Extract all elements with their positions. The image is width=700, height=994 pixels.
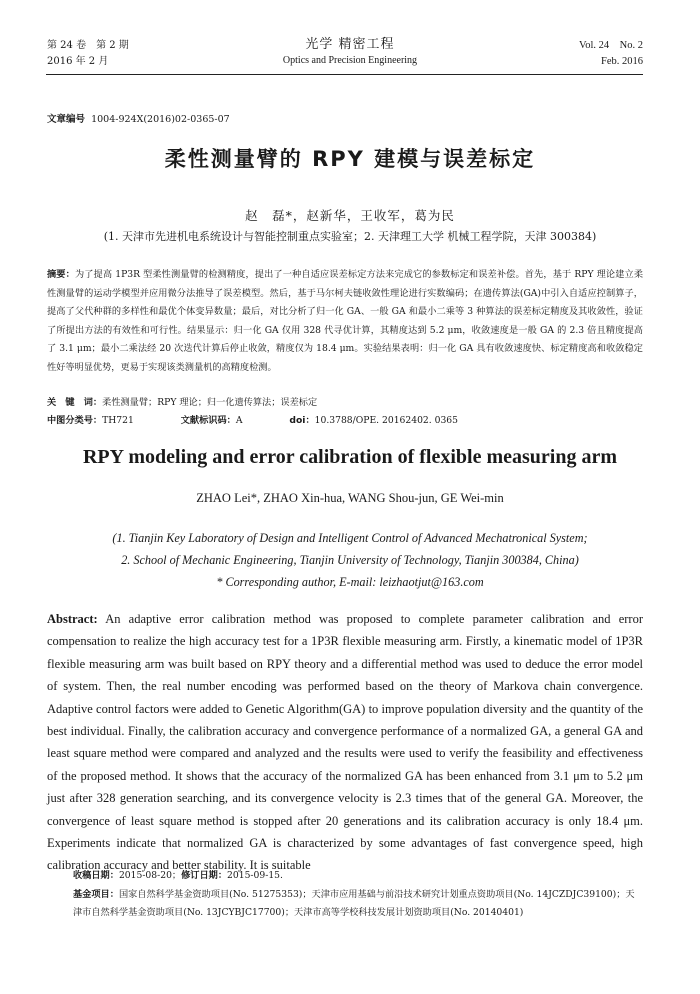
clc-label: 中图分类号：: [47, 415, 103, 426]
funding-label: 基金项目：: [73, 889, 119, 900]
authors-cn: 赵 磊*，赵新华，王收军，葛为民: [245, 208, 455, 223]
doi-value: 10.3788/OPE. 20162402. 0365: [314, 415, 458, 426]
abstract-en-text: An adaptive error calibration method was proposed to complete parameter calibration and error compensation to realize the high accuracy test for a 1P3R flexible measuring arm. Firstly, a kinematic model of 1P3R flexible measuring arm was built based on RPY theory and a differential method was used to deduce the error model of system. Then, the real number encoding was performed based on the theory of Markova chain convergence. Adaptive control factors were added to Genetic Algorithm(GA) to improve population diversity and the quantity of the best individual. Finally, the calibration accuracy and convergence performance of a normalized GA, a general GA and least square method were compared and analyzed and the results were used to verify the feasibility and effectiveness of the proposed method. It shows that the accuracy of the normalized GA has been enhanced from 3.1 μm to 5.2 μm just after 328 generation searching, and its convergence velocity is 2.3 times that of the general GA. Moreover, the convergence of least square method is stopped after 20 generations and its calibration accuracy is only 18.4 μm. Experiments indicate that normalized GA is characterized by some advantages of fast convergence speed, high calibration accuracy and better stability. It is suitable: [47, 612, 643, 873]
article-number: [47, 111, 230, 125]
keywords-cn-text: 柔性测量臂；RPY 理论；归一化遗传算法；误差标定: [102, 397, 318, 408]
article-number-value: 1004-924X(2016)02-0365-07: [91, 114, 230, 125]
authors-en: ZHAO Lei*, ZHAO Xin-hua, WANG Shou-jun, GE Wei-min: [196, 491, 504, 505]
header-rule: [46, 74, 643, 75]
abstract-cn-text: 为了提高 1P3R 型柔性测量臂的检测精度，提出了一种自适应误差标定方法来完成它的参数标定和误差补偿。首先，基于 RPY 理论建立柔性测量臂的运动学模型并应用微分法推导了误差模型。然后，基于马尔柯夫链收敛性理论进行实数编码；在遗传算法(GA)中引入自适应控制算子，提高了父代种群的多样性和最优个体变异数量；最后，对比分析了归一化 GA、一般 GA 和最小二乘等 3 种算法的误差标定精度及其收敛性，验证了所提出方法的有效性和可行性。结果显示：归一化 GA 仅用 328 代寻优计算，其精度达到 5.2 μm，收敛速度是一般 GA 的 2.3 倍且精度提高了 3.1 μm；最小二乘法经 20 次迭代计算后停止收敛，精度仅为 18.4 μm。实验结果表明：归一化 GA 具有收敛速度快、标定精度高和收敛稳定性好等明显优势，更易于实现该类测量机的高精度检测。: [47, 269, 644, 373]
doc-code-label: 文献标识码：: [180, 415, 236, 426]
header-volume: 第 24 卷 第 2 期: [47, 40, 129, 51]
revised-label: 修订日期：: [181, 870, 228, 881]
article-number-label: 文章编号: [47, 114, 86, 125]
affiliation-en-line1: (1. Tianjin Key Laboratory of Design and Intelligent Control of Advanced Mechatronical System;: [112, 531, 588, 545]
header-vol-no: Vol. 24 No. 2: [579, 40, 643, 51]
title-cn: 柔性测量臂的 RPY 建模与误差标定: [164, 147, 536, 171]
journal-name-en: Optics and Precision Engineering: [282, 55, 418, 66]
header-date-en: Feb. 2016: [601, 56, 643, 67]
header-date-cn: 2016 年 2 月: [47, 56, 109, 67]
funding: [73, 886, 643, 922]
abstract-cn-label: 摘要：: [47, 269, 75, 280]
received-value: 2015-08-20；: [118, 870, 182, 881]
classification-line: [47, 412, 502, 426]
affiliation-cn: (1. 天津市先进机电系统设计与智能控制重点实验室；2. 天津理工大学 机械工程学院，天津 300384): [103, 230, 597, 243]
title-en: RPY modeling and error calibration of flexible measuring arm: [82, 446, 618, 468]
abstract-cn: [47, 266, 643, 377]
clc-value: TH721: [102, 415, 134, 426]
keywords-cn: [47, 394, 317, 408]
corresponding-author: * Corresponding author, E-mail: leizhaotjut@163.com: [216, 575, 484, 589]
funding-text: 国家自然科学基金资助项目(No. 51275353)；天津市应用基础与前沿技术研究计划重点资助项目(No. 14JCZDJC39100)；天津市自然科学基金资助项目(No. 13JCYBJC17700)；天津市高等学校科技发展计划资助项目(No. 20140401): [73, 889, 635, 918]
abstract-en-label: Abstract:: [47, 612, 98, 626]
abstract-en: [47, 608, 643, 877]
affiliation-en-line2: 2. School of Mechanic Engineering, Tianjin University of Technology, Tianjin 300384, China): [121, 553, 579, 567]
header-volume-en: [579, 38, 643, 70]
affiliation-en: [0, 527, 700, 593]
doc-code-value: A: [235, 415, 243, 426]
doi-label: doi：: [289, 415, 315, 426]
keywords-cn-label: 关 键 词：: [47, 397, 103, 408]
revised-value: 2015-09-15.: [227, 870, 283, 881]
journal-name-cn: 光学 精密工程: [305, 37, 395, 52]
received-label: 收稿日期：: [73, 870, 119, 881]
received-dates: [73, 867, 283, 881]
